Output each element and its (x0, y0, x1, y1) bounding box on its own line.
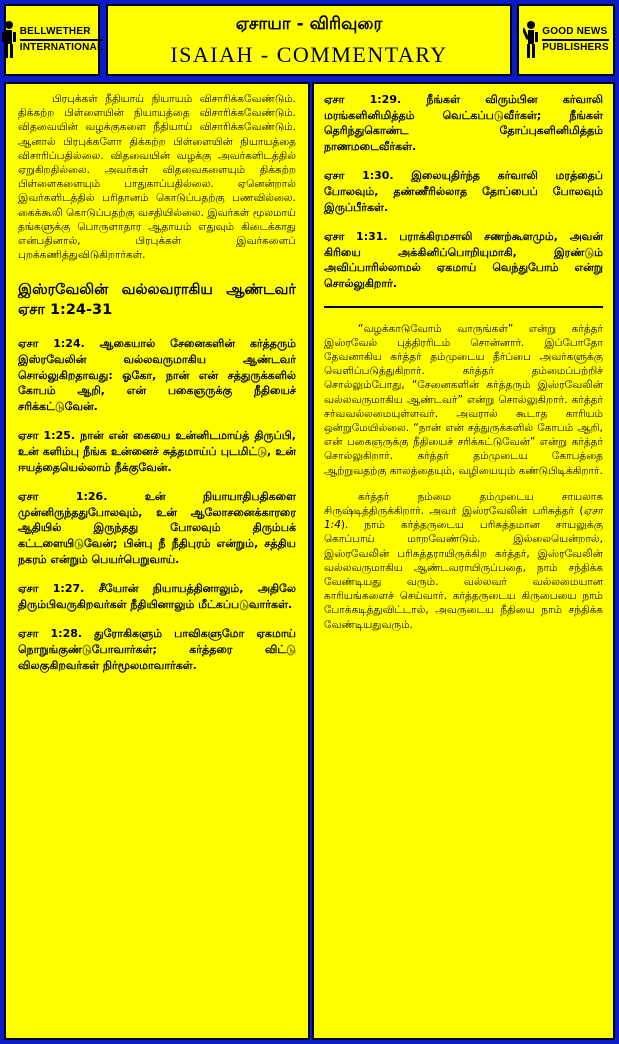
left-column (4, 82, 310, 1040)
logo-line2: INTERNATIONAL (19, 42, 104, 53)
title-banner (106, 4, 512, 76)
verse-1-27: ஏசா 1:27. சீயோன் நியாயத்தினாலும், அதிலே திரும்பிவருகிறவர்கள் நீதியினாலும் மீட்கப்படுவார்கள். (18, 582, 296, 611)
logo-line1: GOOD NEWS (542, 26, 608, 41)
good-news-logo (517, 4, 615, 76)
para2-text-b: ). நாம் கர்த்தருடைய பரிசுத்தமான சாயலுக்கு கொப்பாய் மாறவேண்டும். இல்லையென்றால், இஸ்ரவேலின் பரிசுத்தராயிருக்கிற கர்த்தர், இஸ்ரவேலின் வல்லவருமாகிய ஆண்டவராயிருப்பதை, நாம் சந்திக்க வேண்டியது வரும். வல்லவர் வல்லமையான காரியங்களைச் செய்வார். கர்த்தருடைய கிருபையை நாம் போக்கடித்துவிட்டால், அவருடைய நீதியை நாம் சந்திக்க வேண்டியதுவரும். (324, 519, 603, 631)
bellwether-figure-icon (1, 20, 17, 60)
verse-1-28: ஏசா 1:28. துரோகிகளும் பாவிகளுமோ ஏகமாய் நொறுங்குண்டுபோவார்கள்; கர்த்தரை விட்டு விலகுகிறவர்கள் நிர்மூலமாவார்கள். (18, 627, 296, 672)
publisher-figure-icon (523, 20, 539, 60)
title-english: ISAIAH - COMMENTARY (170, 42, 448, 67)
logo-line1: BELLWETHER (20, 26, 104, 41)
title-tamil: ஏசாயா - விரிவுரை (235, 14, 383, 34)
para2-text-a: கர்த்தர் நம்மை தம்முடைய சாயலாக சிருஷ்டித்திருக்கிறார். அவர் இஸ்ரவேலின் பரிசுத்தர் ( (324, 490, 603, 517)
right-column (312, 82, 615, 1040)
scripture-reference: ஏசா 1:4 (324, 504, 603, 532)
verse-1-25: ஏசா 1:25. நான் என் கையை உன்னிடமாய்த் திருப்பி, உன் களிம்பு நீங்க உன்னைச் சுத்தமாய்ப் புடமிட்டு, உன் ஈயத்தையெல்லாம் நீக்குவேன். (18, 429, 296, 474)
divider (324, 306, 603, 308)
verse-1-26: ஏசா 1:26. உன் நியாயாதிபதிகளை முன்னிருந்ததுபோலவும், உன் ஆலோசனைக்காரரை ஆதியில் இருந்தது போலவும் திரும்பக் கட்டளையிடுவேன்; பின்பு நீ நீதிபுரம் என்றும், சத்திய நகரம் என்றும் பெயர்பெறுவாய். (18, 490, 296, 566)
logo-line2: PUBLISHERS (542, 42, 609, 53)
verse-1-30: ஏசா 1:30. இலையுதிர்ந்த கர்வாலி மரத்தைப் போலவும், தண்ணீரில்லாத தோப்பைப் போலவும் இருப்பீர்கள். (324, 169, 603, 214)
verse-1-31: ஏசா 1:31. பராக்கிரமசாலி சணற்கூளமும், அவன் கிரியை அக்கினிப்பொறியுமாகி, இரண்டும் அவிப்பாரில்லாமல் ஏகமாய் வெந்துபோம் என்று சொல்லுகிறார். (324, 230, 603, 290)
bellwether-logo (4, 4, 104, 76)
commentary-paragraph-1: “வழக்காடுவோம் வாருங்கள்” என்று கர்த்தர் இஸ்ரவேல் புத்திரரிடம் சொன்னார். இப்போதோ தேவனாகிய கர்த்தர் தம்முடைய தீர்ப்பை அவர்களுக்கு வெளிப்படுத்துகிறார். கர்த்தர் தம்மைப்பற்றிச் சொல்லும்போது, “சேனைகளின் கர்த்தரும் இஸ்ரவேலின் வல்லவருமாகிய ஆண்டவர்” என்று சொல்லுகிறார். கர்த்தர் சர்வவல்லமையுள்ளவர். அவரால் கூடாத காரியம் ஒன்றுமேயில்லை. “நான் என் சத்துருக்களில் கோபம் ஆறி, என் பகைஞருக்கு நீதியைச் சரிக்கட்டுவேன்” என்று கர்த்தர் சொல்லுகிறார். கர்த்தர் தம்முடைய கோபத்தை ஆற்றுவதற்கு காலத்தையும், வழியையும் கண்டுபிடிக்கிறார். (324, 322, 603, 477)
verse-1-24: ஏசா 1:24. ஆகையால் சேனைகளின் கர்த்தரும் இஸ்ரவேலின் வல்லவருமாகிய ஆண்டவர் சொல்லுகிறதாவது: ஓகோ, நான் என் சத்துருக்களில் கோபம் ஆறி, என் பகைஞருக்கு நீதியைச் சரிக்கட்டுவேன். (18, 337, 296, 413)
section-heading: இஸ்ரவேலின் வல்லவராகிய ஆண்டவர் ஏசா 1:24-31 (18, 282, 296, 319)
commentary-paragraph-2 (324, 490, 603, 632)
intro-paragraph: பிரபுக்கள் நீதியாய் நியாயம் விசாரிக்கவேண்டும். திக்கற்ற பிள்ளையின் நியாயத்தை விசாரிக்கவேண்டும். விதவையின் வழக்குகளை நீதியாய் விசாரிக்கவேண்டும். ஆனால் பிரபுக்களோ திக்கற்ற பிள்ளையின் நியாயத்தை விசாரிப்பதில்லை. விதவையின் வழக்கு அவர்களிடத்தில் ஏறுகிறதில்லை. அவர்கள் விதவைகளையும் திக்கற்ற பிள்ளைகளையும் பாதுகாப்பதில்லை. ஏனென்றால் இவர்களிடத்தில் பரிதானம் கொடுப்பதற்கு பணவில்லை. கைக்கூலி கொடுப்பதற்கு வசதியில்லை. இவர்கள் மூலமாய் தங்களுக்கு பொருளாதார ஆதாயம் எதுவும் கிடைக்காது என்பதினால், பிரபுக்கள் இவர்களைப் புறக்கணித்துவிடுகிறார்கள். (18, 93, 296, 262)
verse-1-29: ஏசா 1:29. நீங்கள் விரும்பின கர்வாலி மரங்களினிமித்தம் வெட்கப்படுவீர்கள்; நீங்கள் தெரிந்துகொண்ட தோப்புகளினிமித்தம் நாணமடைவீர்கள். (324, 93, 603, 153)
